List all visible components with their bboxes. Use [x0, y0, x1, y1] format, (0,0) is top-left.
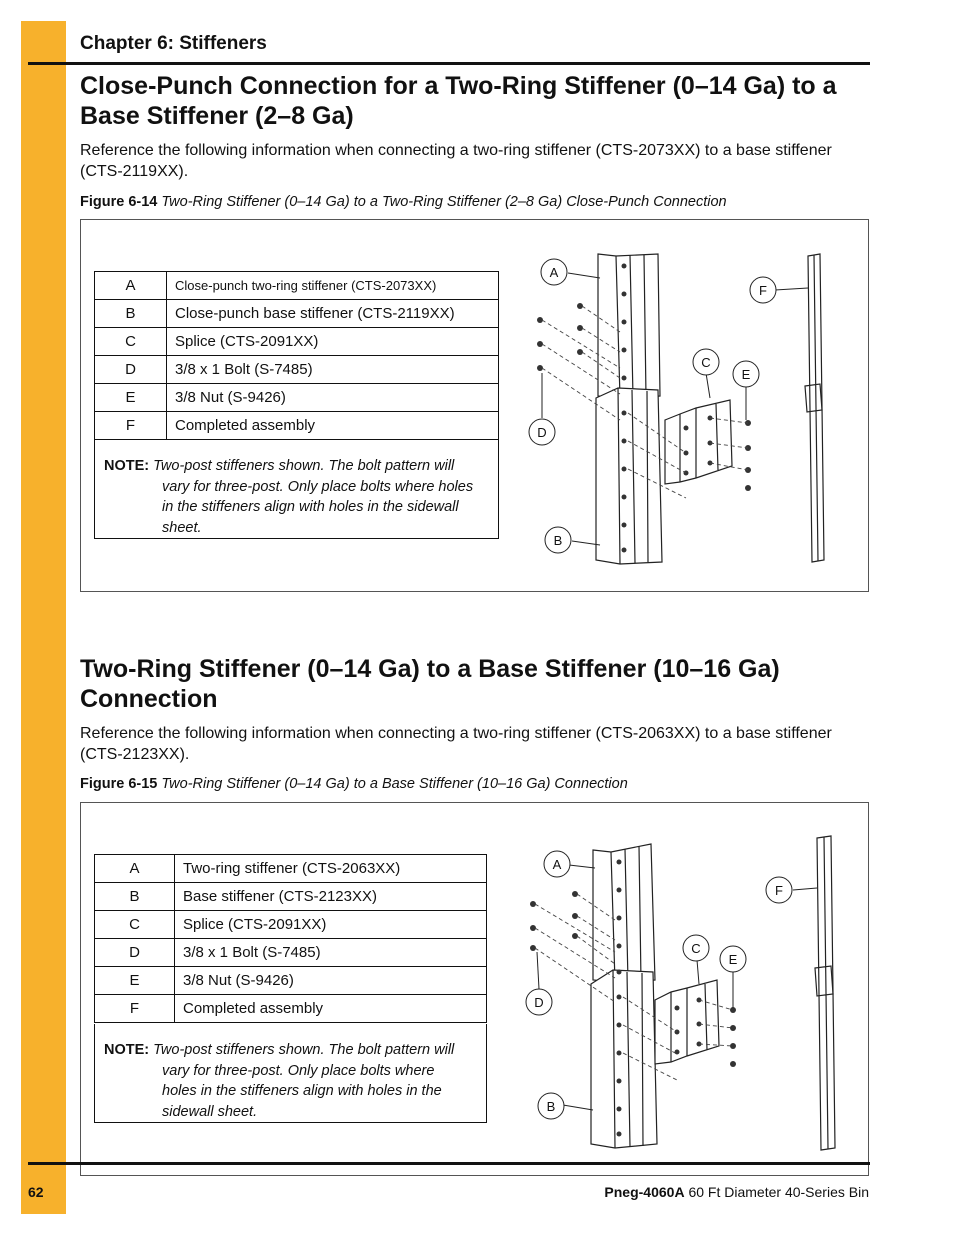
figure-6-15-note: NOTE: Two-post stiffeners shown. The bolt pattern will vary for three-post. Only place bolts where holes in the stiffeners align with holes in the sidewall sheet. — [94, 1024, 487, 1123]
figure-6-14-caption: Figure 6-14 Two-Ring Stiffener (0–14 Ga) to a Two-Ring Stiffener (2–8 Ga) Close-Punch Connection — [80, 194, 727, 210]
legend-row — [95, 911, 487, 939]
label-e: E — [741, 367, 751, 382]
legend-text: Completed assembly — [175, 995, 487, 1023]
legend-row — [95, 356, 499, 384]
label-c: C — [701, 355, 711, 370]
legend-key: B — [95, 300, 167, 328]
section1-intro: Reference the following information when connecting a two-ring stiffener (CTS-2073XX) to a base stiffener (CTS-2119XX). — [80, 142, 832, 180]
legend-key: E — [95, 967, 175, 995]
legend-key: B — [95, 883, 175, 911]
legend-text: Close-punch two-ring stiffener (CTS-2073XX) — [167, 272, 499, 300]
legend-key: F — [95, 412, 167, 440]
legend-row — [95, 855, 487, 883]
legend-row — [95, 328, 499, 356]
legend-text: Base stiffener (CTS-2123XX) — [175, 883, 487, 911]
legend-key: C — [95, 911, 175, 939]
figure-6-14-legend — [94, 271, 499, 440]
legend-text: Completed assembly — [167, 412, 499, 440]
legend-row — [95, 300, 499, 328]
legend-row — [95, 967, 487, 995]
legend-text: Splice (CTS-2091XX) — [175, 911, 487, 939]
chapter-tab — [21, 21, 66, 1214]
upper-stiffener — [593, 844, 655, 982]
header-rule — [28, 62, 870, 65]
section1-title: Close-Punch Connection for a Two-Ring Stiffener (0–14 Ga) to a Base Stiffener (2–8 Ga) — [80, 72, 837, 130]
label-e: E — [728, 952, 738, 967]
label-d: D — [537, 425, 547, 440]
legend-key: A — [95, 272, 167, 300]
footer-doc: Pneg-4060A 60 Ft Diameter 40-Series Bin — [604, 1184, 869, 1200]
legend-row — [95, 939, 487, 967]
legend-row — [95, 412, 499, 440]
lower-stiffener — [591, 970, 657, 1148]
figure-6-15-diagram — [515, 832, 855, 1152]
legend-row — [95, 384, 499, 412]
label-a: A — [549, 265, 559, 280]
label-b: B — [553, 533, 563, 548]
legend-row — [95, 272, 499, 300]
legend-text: Splice (CTS-2091XX) — [167, 328, 499, 356]
legend-row — [95, 995, 487, 1023]
chapter-heading: Chapter 6: Stiffeners — [80, 33, 267, 54]
label-f: F — [775, 883, 783, 898]
legend-key: A — [95, 855, 175, 883]
legend-key: F — [95, 995, 175, 1023]
legend-text: 3/8 Nut (S-9426) — [175, 967, 487, 995]
figure-6-15-caption: Figure 6-15 Two-Ring Stiffener (0–14 Ga) to a Base Stiffener (10–16 Ga) Connection — [80, 776, 628, 792]
legend-key: E — [95, 384, 167, 412]
figure-6-14-diagram — [520, 248, 860, 570]
legend-text: 3/8 x 1 Bolt (S-7485) — [167, 356, 499, 384]
legend-key: D — [95, 939, 175, 967]
label-a: A — [552, 857, 562, 872]
legend-text: 3/8 x 1 Bolt (S-7485) — [175, 939, 487, 967]
lower-stiffener — [596, 388, 662, 564]
upper-stiffener — [598, 254, 660, 398]
label-d: D — [534, 995, 544, 1010]
legend-row — [95, 883, 487, 911]
legend-text: 3/8 Nut (S-9426) — [167, 384, 499, 412]
label-b: B — [546, 1099, 556, 1114]
legend-key: C — [95, 328, 167, 356]
figure-6-15-legend — [94, 854, 487, 1023]
legend-text: Two-ring stiffener (CTS-2063XX) — [175, 855, 487, 883]
legend-text: Close-punch base stiffener (CTS-2119XX) — [167, 300, 499, 328]
section2-title: Two-Ring Stiffener (0–14 Ga) to a Base Stiffener (10–16 Ga) Connection — [80, 655, 780, 713]
legend-key: D — [95, 356, 167, 384]
page-number: 62 — [28, 1184, 44, 1200]
footer-rule — [28, 1162, 870, 1165]
label-f: F — [759, 283, 767, 298]
section2-intro: Reference the following information when connecting a two-ring stiffener (CTS-2063XX) to a base stiffener (CTS-2123XX). — [80, 725, 832, 763]
label-c: C — [691, 941, 701, 956]
figure-6-14-note: NOTE: Two-post stiffeners shown. The bolt pattern will vary for three-post. Only place bolts where holes in the stiffeners align with holes in the sidewall sheet. — [94, 440, 499, 539]
splice — [665, 400, 732, 484]
